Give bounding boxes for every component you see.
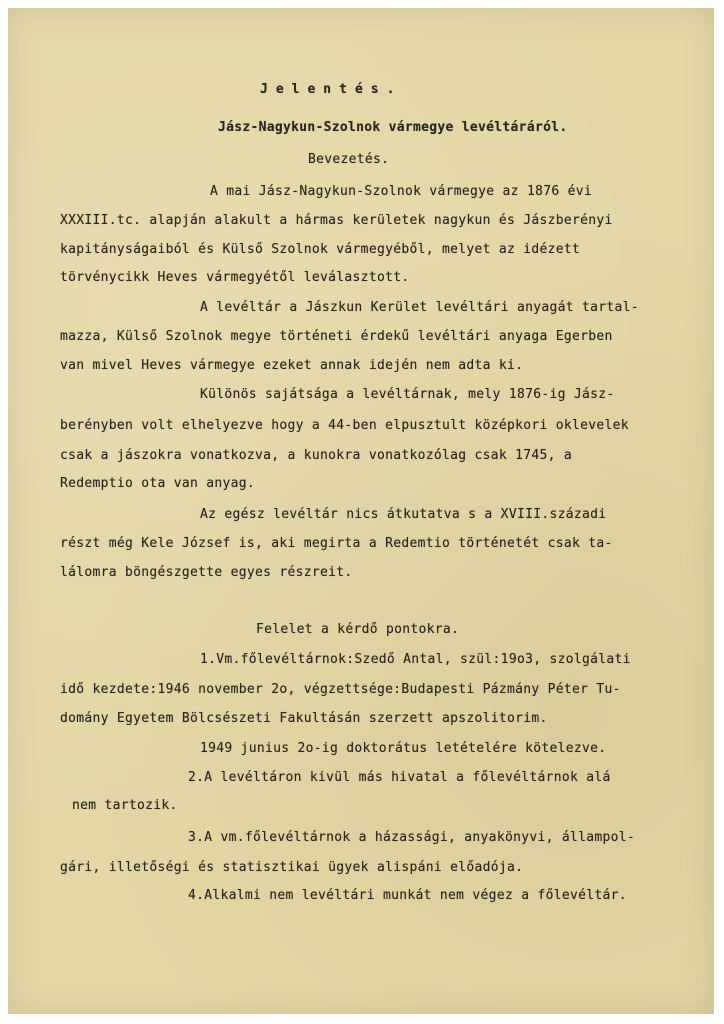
answer-line: 4.Alkalmi nem levéltári munkát nem végez a főlevéltár. xyxy=(188,888,627,903)
text-line: törvénycikk Heves vármegyétől leválasztott. xyxy=(60,270,410,285)
text-line: csak a jászokra vonatkozva, a kunokra vonatkozólag csak 1745, a xyxy=(60,448,572,463)
answer-line: gári, illetőségi és statisztikai ügyek alispáni előadója. xyxy=(60,860,524,875)
text-line: lálomra böngészgette egyes részreit. xyxy=(60,565,353,580)
text-line: Különös sajátsága a levéltárnak, mely 1876-ig Jász- xyxy=(200,387,615,402)
answer-line: 1.Vm.főlevéltárnok:Szedő Antal, szül:19o3, szolgálati xyxy=(200,652,631,667)
text-line: részt még Kele József is, aki megirta a Redemtio történetét csak ta- xyxy=(60,536,613,551)
answer-line: 3.A vm.főlevéltárnok a házassági, anyakönyvi, állampol- xyxy=(188,830,635,845)
text-line: A mai Jász-Nagykun-Szolnok vármegye az 1876 évi xyxy=(210,184,592,199)
document-title: Jelentés. xyxy=(260,82,403,97)
text-line: XXXIII.tc. alapján alakult a hármas kerületek nagykun és Jászberényi xyxy=(60,213,613,228)
text-line: Redemptio ota van anyag. xyxy=(60,476,256,491)
text-line: van mivel Heves vármegye ezeket annak idején nem adta ki. xyxy=(60,358,524,373)
text-line: Az egész levéltár nics átkutatva s a XVIII.századi xyxy=(200,507,607,522)
text-line: kapitányságaiból és Külső Szolnok vármegyéből, melyet az idézett xyxy=(60,242,581,257)
text-line: A levéltár a Jászkun Kerület levéltári anyagát tartal- xyxy=(200,300,639,315)
answer-line: nem tartozik. xyxy=(72,798,178,813)
section-heading-intro: Bevezetés. xyxy=(308,152,390,167)
answer-line: domány Egyetem Bölcsészeti Fakultásán szerzett apszolitorim. xyxy=(60,711,548,726)
text-line: berényben volt elhelyezve hogy a 44-ben elpusztult középkori oklevelek xyxy=(60,418,629,433)
answer-line: 2.A levéltáron kivül más hivatal a főlevéltárnok alá xyxy=(188,770,611,785)
section-heading-answers: Felelet a kérdő pontokra. xyxy=(256,622,460,637)
document-subtitle: Jász-Nagykun-Szolnok vármegye levéltáráról. xyxy=(218,120,568,135)
answer-line: 1949 junius 2o-ig doktorátus letételére kötelezve. xyxy=(200,741,607,756)
typewritten-page xyxy=(8,8,714,1014)
answer-line: idő kezdete:1946 november 2o, végzettsége:Budapesti Pázmány Péter Tu- xyxy=(60,682,621,697)
text-line: mazza, Külső Szolnok megye történeti érdekű levéltári anyaga Egerben xyxy=(60,329,613,344)
